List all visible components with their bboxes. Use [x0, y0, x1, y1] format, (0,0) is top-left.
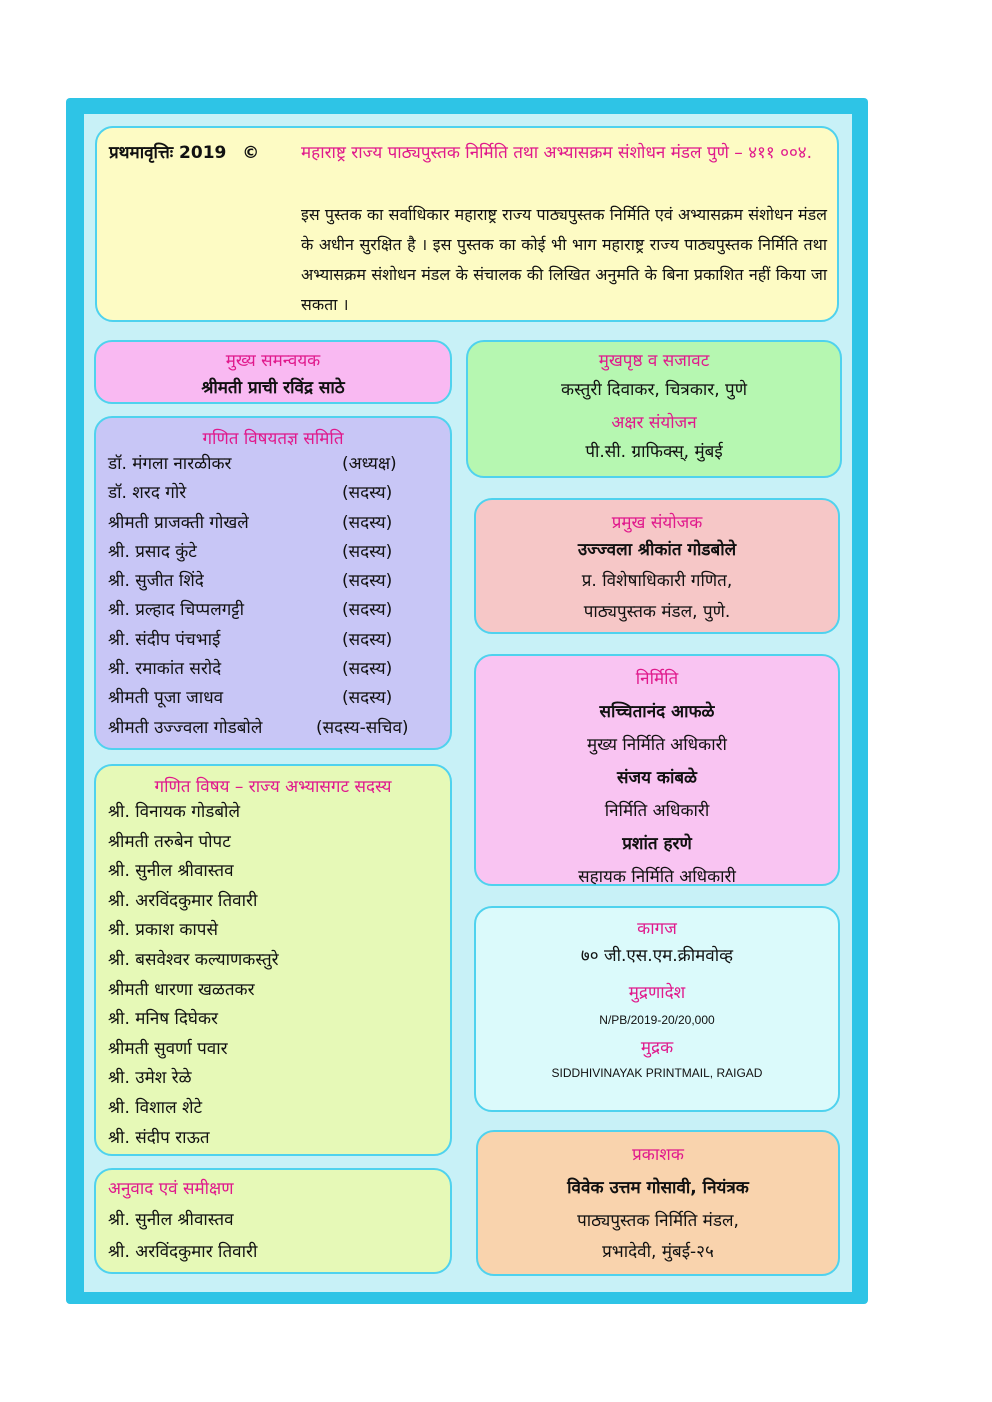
production-name: प्रशांत हरणे	[622, 834, 692, 854]
committee-row	[96, 568, 450, 597]
list-item: श्री. संदीप राऊत	[108, 1127, 210, 1148]
paper-text: ७० जी.एस.एम.क्रीमवोव्ह	[580, 946, 734, 966]
chief-name: उज्ज्वला श्रीकांत गोडबोले	[577, 540, 737, 560]
math-committee-heading: गणित विषयतज्ञ समिति	[202, 429, 344, 449]
publisher-heading: प्रकाशक	[632, 1145, 684, 1165]
member-name: श्री. संदीप पंचभाई	[108, 629, 221, 650]
study-group-box	[94, 764, 452, 1156]
production-heading: निर्मिति	[635, 669, 679, 689]
member-role: (सदस्य-सचिव)	[316, 717, 409, 738]
cover-box	[466, 340, 842, 478]
print-order-text: N/PB/2019-20/20,000	[599, 1013, 715, 1027]
member-name: श्रीमती उज्ज्वला गोडबोले	[108, 717, 263, 738]
member-role: (सदस्य)	[342, 512, 393, 533]
committee-row	[96, 451, 450, 480]
committee-row	[96, 597, 450, 626]
member-role: (सदस्य)	[342, 600, 393, 621]
publisher-line1: पाठ्यपुस्तक निर्मिति मंडल,	[577, 1211, 739, 1231]
production-title: सहायक निर्मिति अधिकारी	[578, 867, 736, 887]
list-item: श्री. सुनील श्रीवास्तव	[108, 861, 234, 882]
publisher-name: महाराष्ट्र राज्य पाठ्यपुस्तक निर्मिति तथा अभ्यासक्रम संशोधन मंडल पुणे – ४११ ००४.	[301, 143, 813, 163]
committee-row	[96, 627, 450, 656]
list-item: श्री. अरविंदकुमार तिवारी	[108, 1242, 258, 1262]
typeset-text: पी.सी. ग्राफिक्स्, मुंबई	[585, 442, 723, 462]
list-item: श्रीमती तरुबेन पोपट	[108, 831, 231, 852]
list-item: श्री. विशाल शेटे	[108, 1097, 203, 1118]
member-role: (सदस्य)	[342, 541, 393, 562]
production-name: संजय कांबळे	[617, 768, 697, 788]
committee-row	[96, 539, 450, 568]
member-role: (सदस्य)	[342, 483, 393, 504]
member-name: श्रीमती प्राजक्ती गोखले	[108, 512, 249, 533]
committee-row	[96, 685, 450, 714]
edition-line	[109, 140, 259, 163]
production-title: निर्मिति अधिकारी	[604, 801, 710, 821]
copyright-box	[95, 126, 839, 322]
committee-row	[96, 656, 450, 685]
production-name: सच्चितानंद आफळे	[599, 702, 715, 722]
publisher-box	[476, 1130, 840, 1276]
list-item: श्री. बसवेश्वर कल्याणकस्तुरे	[108, 949, 279, 970]
cover-text: कस्तुरी दिवाकर, चित्रकार, पुणे	[561, 380, 747, 400]
math-committee-list	[96, 451, 450, 744]
member-name: डॉ. मंगला नारळीकर	[108, 454, 232, 474]
chief-coordinator-box	[474, 498, 840, 634]
production-box	[474, 654, 840, 886]
chief-heading: प्रमुख संयोजक	[611, 513, 703, 533]
list-item: श्रीमती धारणा खळतकर	[108, 979, 255, 1000]
member-name: डॉ. शरद गोरे	[108, 483, 187, 504]
list-item: श्रीमती सुवर्णा पवार	[108, 1038, 228, 1059]
typeset-heading: अक्षर संयोजन	[611, 413, 697, 433]
coordinator-box	[94, 340, 452, 404]
edition-text: प्रथमावृत्तिः 2019	[109, 143, 227, 163]
coordinator-heading: मुख्य समन्वयक	[225, 351, 321, 371]
chief-line2: पाठ्यपुस्तक मंडल, पुणे.	[583, 602, 731, 622]
math-committee-box	[94, 416, 452, 750]
printer-text: SIDDHIVINAYAK PRINTMAIL, RAIGAD	[551, 1066, 763, 1080]
printer-heading: मुद्रक	[640, 1038, 674, 1058]
cover-heading: मुखपृष्ठ व सजावट	[598, 351, 710, 371]
list-item: श्री. सुनील श्रीवास्तव	[108, 1210, 234, 1230]
paper-heading: कागज	[637, 919, 677, 939]
publisher-person: विवेक उत्तम गोसावी, नियंत्रक	[567, 1178, 749, 1198]
member-name: श्री. सुजीत शिंदे	[108, 571, 204, 592]
chief-line1: प्र. विशेषाधिकारी गणित,	[581, 571, 733, 591]
member-role: (सदस्य)	[342, 688, 393, 709]
translation-heading: अनुवाद एवं समीक्षण	[108, 1179, 234, 1199]
member-role: (सदस्य)	[342, 629, 393, 650]
member-name: श्री. प्रल्हाद चिप्पलगट्टी	[108, 600, 245, 621]
committee-row	[96, 480, 450, 509]
list-item: श्री. प्रकाश कापसे	[108, 920, 218, 941]
committee-row	[96, 510, 450, 539]
copyright-icon: ©	[242, 143, 260, 163]
translation-box	[94, 1168, 452, 1274]
committee-row	[96, 715, 450, 744]
list-item: श्री. मनिष दिघेकर	[108, 1009, 218, 1030]
member-name: श्री. रमाकांत सरोदे	[108, 659, 222, 680]
print-order-heading: मुद्रणादेश	[628, 983, 686, 1003]
rights-text: इस पुस्तक का सर्वाधिकार महाराष्ट्र राज्य पाठ्यपुस्तक निर्मिति एवं अभ्यासक्रम संशोधन मंडल के अधीन सुरक्षित है । इस पुस्तक का कोई भी भाग महाराष्ट्र राज्य पाठ्यपुस्तक निर्मिति तथा अभ्यासक्रम संशोधन मंडल के संचालक की लिखित अनुमति के बिना प्रकाशित नहीं किया जा सकता ।	[301, 205, 827, 314]
production-title: मुख्य निर्मिति अधिकारी	[587, 735, 727, 755]
member-role: (अध्यक्ष)	[342, 454, 397, 474]
study-group-heading: गणित विषय – राज्य अभ्यासगट सदस्य	[154, 777, 392, 797]
publisher-line2: प्रभादेवी, मुंबई-२५	[602, 1242, 714, 1262]
coordinator-name: श्रीमती प्राची रविंद्र साठे	[201, 378, 345, 398]
member-name: श्रीमती पूजा जाधव	[108, 688, 224, 709]
paper-box	[474, 906, 840, 1112]
member-role: (सदस्य)	[342, 571, 393, 592]
member-name: श्री. प्रसाद कुंटे	[108, 541, 197, 562]
list-item: श्री. विनायक गोडबोले	[108, 802, 240, 822]
list-item: श्री. अरविंदकुमार तिवारी	[108, 890, 258, 911]
list-item: श्री. उमेश रेळे	[108, 1068, 192, 1089]
member-role: (सदस्य)	[342, 659, 393, 680]
